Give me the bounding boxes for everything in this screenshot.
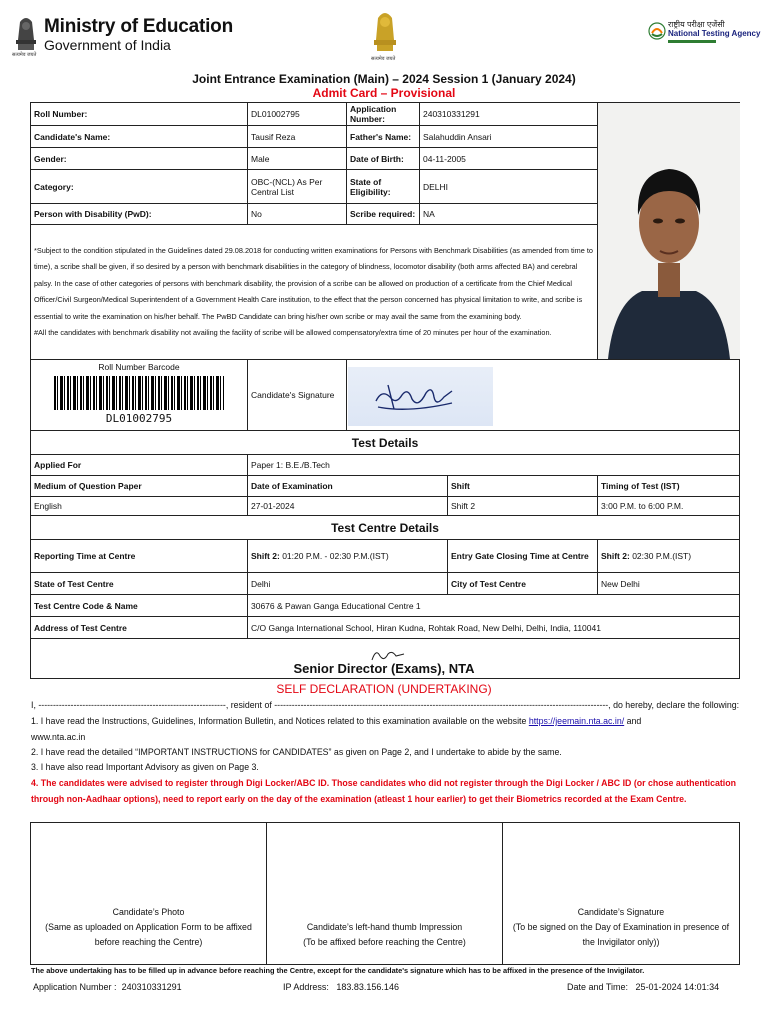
declaration-line-0: I, ----------------------------------------------------------------, resident of ------------------------------------------------------------------------------------------------------------------, do hereby, declare the following: bbox=[31, 700, 740, 710]
application-number-value: 240310331291 bbox=[420, 103, 598, 126]
scribe-note bbox=[31, 225, 598, 360]
gender-value: Male bbox=[248, 148, 347, 170]
roll-number-value: DL01002795 bbox=[248, 103, 347, 126]
gate-closing-cell bbox=[598, 540, 740, 573]
footer-ip-label: IP Address: bbox=[283, 982, 329, 992]
gate-shift: Shift 2: bbox=[601, 551, 630, 561]
footer-ip-address bbox=[283, 982, 399, 992]
declaration-line-2: 2. I have read the detailed “IMPORTANT INSTRUCTIONS for CANDIDATES” as given on Page 2, and I undertake to abide by the same. bbox=[31, 747, 562, 757]
centre-address-label: Address of Test Centre bbox=[31, 617, 248, 639]
pwd-label: Person with Disability (PwD): bbox=[31, 204, 248, 225]
pwd-value: No bbox=[248, 204, 347, 225]
footer-application-number bbox=[33, 982, 182, 992]
category-value: OBC-(NCL) As Per Central List bbox=[248, 170, 347, 204]
dob-value: 04-11-2005 bbox=[420, 148, 598, 170]
barcode-image bbox=[54, 376, 224, 410]
jeemain-link[interactable]: https://jeemain.nta.ac.in/ bbox=[528, 716, 625, 726]
father-name-value: Salahuddin Ansari bbox=[420, 126, 598, 148]
candidate-name-value: Tausif Reza bbox=[248, 126, 347, 148]
extra-time-note: #All the candidates with benchmark disability not availing the facility of scribe will be allowed compensatory/extra time of 20 minutes per hour of the examination. bbox=[34, 328, 552, 338]
barcode-cell bbox=[31, 360, 248, 431]
reporting-time-cell bbox=[248, 540, 448, 573]
nta-logo-icon bbox=[648, 22, 666, 40]
footer-app-value: 240310331291 bbox=[121, 982, 182, 992]
declaration-line-4-text: The candidates were advised to register through Digi Locker/ABC ID. Those candidates who did not register through the Digi Locker / ABC ID (or chose authentication through non-Aadhaar options), need to report early on the day of the examination (atleast 1 hour earlier) to get their Biometrics recorded at the Exam Centre. bbox=[31, 778, 736, 804]
centre-city-label: City of Test Centre bbox=[448, 573, 598, 595]
father-name-label: Father's Name: bbox=[347, 126, 420, 148]
medium-value: English bbox=[31, 497, 248, 516]
scribe-label: Scribe required: bbox=[347, 204, 420, 225]
medium-label: Medium of Question Paper bbox=[31, 476, 248, 497]
test-centre-heading: Test Centre Details bbox=[31, 516, 740, 540]
candidate-photo-image bbox=[598, 103, 740, 359]
ministry-title: Ministry of Education bbox=[44, 16, 233, 37]
thumb-box-note: (To be affixed before reaching the Centre) bbox=[303, 937, 466, 947]
senior-director-title: Senior Director (Exams), NTA bbox=[293, 661, 475, 676]
exam-title: Joint Entrance Examination (Main) – 2024 Session 1 (January 2024) bbox=[192, 72, 576, 86]
candidate-signature-image bbox=[348, 367, 493, 426]
applied-for-value: Paper 1: B.E./B.Tech bbox=[248, 455, 740, 476]
timing-value: 3:00 P.M. to 6:00 P.M. bbox=[598, 497, 740, 516]
nta-hindi-name: राष्ट्रीय परीक्षा एजेंसी bbox=[668, 20, 725, 29]
shift-value: Shift 2 bbox=[448, 497, 598, 516]
barcode-text: DL01002795 bbox=[105, 412, 173, 425]
reporting-shift: Shift 2: bbox=[251, 551, 280, 561]
footer-ip-value: 183.83.156.146 bbox=[336, 982, 399, 992]
undertaking-table bbox=[30, 822, 740, 965]
thumb-box bbox=[267, 823, 503, 965]
footer-dt-label: Date and Time: bbox=[567, 982, 629, 992]
applied-for-label: Applied For bbox=[31, 455, 248, 476]
declaration-line-4 bbox=[31, 775, 741, 807]
candidate-name-label: Candidate's Name: bbox=[31, 126, 248, 148]
centre-code-value: 30676 & Pawan Ganga Educational Centre 1 bbox=[248, 595, 740, 617]
application-number-label: Application Number: bbox=[347, 103, 420, 126]
exam-date-label: Date of Examination bbox=[248, 476, 448, 497]
scribe-value: NA bbox=[420, 204, 598, 225]
nta-name: National Testing Agency bbox=[668, 29, 761, 38]
centre-city-value: New Delhi bbox=[598, 573, 740, 595]
declaration-line-1-and: and bbox=[624, 716, 642, 726]
signature-box-title: Candidate’s Signature bbox=[577, 907, 665, 917]
declaration-line-1 bbox=[31, 713, 741, 729]
photo-box-note: (Same as uploaded on Application Form to be affixed before reaching the Centre) bbox=[45, 922, 252, 947]
nta-underline bbox=[668, 40, 716, 43]
signature-box-note: (To be signed on the Day of Examination in presence of the Invigilator only)) bbox=[512, 922, 730, 947]
footer-date-time bbox=[567, 982, 719, 992]
reporting-time-value: 01:20 P.M. - 02:30 P.M.(IST) bbox=[282, 551, 389, 561]
reporting-time-label: Reporting Time at Centre bbox=[31, 540, 248, 573]
centre-state-label: State of Test Centre bbox=[31, 573, 248, 595]
category-label: Category: bbox=[31, 170, 248, 204]
signature-box bbox=[503, 823, 740, 965]
scribe-note-text: *Subject to the condition stipulated in the Guidelines dated 29.08.2018 for conducting written examinations for Persons with Benchmark Disabilities (as amended from time to time), a scribe shall be given, if so desired by a person with benchmark disabilities in the category of blindness, locomotor disability (both arms affected BA) and cerebral palsy. In the case of other categories of persons with benchmark disability, the provision of a scribe can be allowed on production of a certificate from the Chief Medical Officer/Civil Surgeon/Medical Superintendent of a Government Health Care institution, to the effect that the person concerned has physical limitation to write, and scribe is essential to write the examination on his/her behalf. The PwBD Candidate can bring his/her own scribe or may avail the same from the examining body. bbox=[34, 245, 593, 321]
gender-label: Gender: bbox=[31, 148, 248, 170]
emblem-motto: सत्यमेव जयते bbox=[371, 56, 396, 62]
shift-label: Shift bbox=[448, 476, 598, 497]
centre-code-label: Test Centre Code & Name bbox=[31, 595, 248, 617]
signature-label: Candidate's Signature bbox=[248, 360, 347, 431]
declaration-line-1-text: 1. I have read the Instructions, Guidelines, Information Bulletin, and Notices related to this examination available on the website bbox=[31, 716, 529, 726]
centre-address-value: C/O Ganga International School, Hiran Kudna, Rohtak Road, New Delhi, Delhi, India, 110041 bbox=[248, 617, 740, 639]
thumb-box-title: Candidate’s left-hand thumb Impression bbox=[306, 922, 463, 932]
declaration-line-3: 3. I have also read Important Advisory as given on Page 3. bbox=[31, 762, 259, 772]
test-details-heading: Test Details bbox=[31, 431, 740, 455]
exam-date-value: 27-01-2024 bbox=[248, 497, 448, 516]
roll-number-label: Roll Number: bbox=[31, 103, 248, 126]
barcode-label: Roll Number Barcode bbox=[98, 362, 180, 372]
lion-capital-emblem-icon bbox=[368, 6, 402, 56]
declaration-line-4-number: 4. bbox=[31, 778, 41, 788]
ministry-subtitle: Government of India bbox=[44, 37, 171, 53]
undertaking-footnote: The above undertaking has to be filled up in advance before reaching the Centre, except for the candidate's signature which has to be affixed in the presence of the Invigilator. bbox=[31, 966, 645, 975]
centre-state-value: Delhi bbox=[248, 573, 448, 595]
admit-card-title: Admit Card – Provisional bbox=[312, 86, 456, 100]
self-declaration-heading: SELF DECLARATION (UNDERTAKING) bbox=[276, 682, 492, 696]
gate-closing-value: 02:30 P.M.(IST) bbox=[632, 551, 692, 561]
dob-label: Date of Birth: bbox=[347, 148, 420, 170]
emblem-tagline: सत्यमेव जयते bbox=[12, 52, 37, 58]
footer-app-label: Application Number : bbox=[33, 982, 117, 992]
timing-label: Timing of Test (IST) bbox=[598, 476, 740, 497]
photo-box-title: Candidate’s Photo bbox=[112, 907, 185, 917]
footer-dt-value: 25-01-2024 14:01:34 bbox=[635, 982, 720, 992]
state-eligibility-value: DELHI bbox=[420, 170, 598, 204]
test-details-table bbox=[30, 430, 740, 679]
candidate-photo bbox=[598, 103, 740, 360]
photo-box bbox=[31, 823, 267, 965]
state-eligibility-label: State of Eligibility: bbox=[347, 170, 420, 204]
declaration-line-1-website: www.nta.ac.in bbox=[31, 732, 86, 742]
gate-closing-label: Entry Gate Closing Time at Centre bbox=[448, 540, 598, 573]
